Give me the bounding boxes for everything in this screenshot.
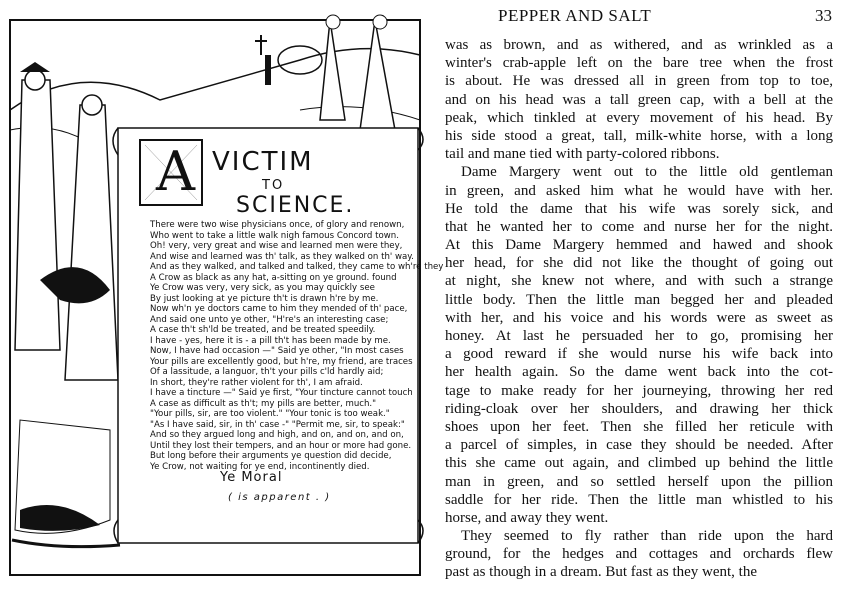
verse-line: A case th't sh'ld be treated, and be treated speedily. <box>150 325 376 335</box>
text-line: ground, for the hedges and cottages and orchards flew <box>445 546 833 563</box>
text-line: He told the dame that his wife was sorely sick, and <box>445 200 833 217</box>
verse-line: There were two wise physicians once, of glory and renown, <box>150 220 405 230</box>
text-line: that he wanted her to come and nurse her for the night. <box>445 218 833 235</box>
text-line: riding-cloak over her shoulders, and drawing her thick <box>445 400 833 417</box>
verse-line: In short, they're rather violent for th', I am afraid. <box>150 377 363 388</box>
text-line: past as though in a dream. But fast as they went, the <box>445 564 758 581</box>
verse-line: Your pills are excellently good, but h're, my friend, are traces <box>150 356 413 367</box>
text-line: At this Dame Margery hemmed and hawed and shook <box>445 237 833 254</box>
title-line-2: TO <box>262 178 285 193</box>
verse-line: "As I have said, sir, in th' case -" "Permit me, sir, to speak:" <box>150 419 405 430</box>
verse-line: Who went to take a little walk nigh famous Concord town. <box>150 230 399 241</box>
text-line: and on his head was a tall green cap, with a bell at the <box>445 91 833 108</box>
text-line: horse, and away they went. <box>445 509 609 526</box>
text-line: with her, and his voice and his words were as sweet as <box>445 309 833 326</box>
verse-line: A case as difficult as th't; my pills are better, much." <box>150 398 377 409</box>
text-line: at night, she knew not where, and with such a strange <box>445 273 833 290</box>
verse <box>150 220 444 472</box>
title-line-1: VICTIM <box>212 147 314 177</box>
text-line: peak, which tinkled at every movement of his head. By <box>445 109 833 126</box>
verse-line: Until they lost their tempers, and an hour or more had gone. <box>150 440 412 451</box>
moral-heading: Ye Moral <box>220 470 283 485</box>
text-line: Dame Margery went out to the little old gentleman <box>461 164 833 181</box>
running-head: PEPPER AND SALT <box>498 6 652 25</box>
text-line: saddle for her ride. Then the little man whistled to his <box>445 491 833 508</box>
verse-line: I have a tincture —" Said ye first, "Your tincture cannot touch <box>150 388 413 398</box>
verse-line: And wise and learned was th' talk, as they walked on th' way. <box>150 251 414 262</box>
verse-line: Of a lassitude, a languor, th't your pills c'ld hardly aid; <box>150 367 384 377</box>
text-line: little body. Then the little man begged her and pleaded <box>445 291 833 308</box>
verse-line: Ye Crow, not waiting for ye end, incontinently died. <box>150 461 370 472</box>
text-line: in green, and asked him what he would have with her. <box>445 182 833 199</box>
verse-line: Ye Crow was very, very sick, as you may quickly see <box>150 283 375 293</box>
verse-line: And as they walked, and talked and talked, they came to wh're they <box>150 262 444 272</box>
verse-line: And said one unto ye other, "H're's an interesting case; <box>150 314 389 325</box>
verse-line: Now wh'n ye doctors came to him they mended of th' pace, <box>150 304 408 314</box>
text-line: was as brown, and as withered, and as wrinkled as a <box>445 37 833 53</box>
text-line: her head, for she did not like the thought of going out <box>445 255 833 272</box>
verse-line: By just looking at ye picture th't is drawn h're by me. <box>150 293 379 304</box>
moral-text: ( is apparent . ) <box>228 492 331 503</box>
verse-line: Oh! very, very great and wise and learned men were they, <box>150 241 403 251</box>
text-line: a good reward if she would nurse his wife back into <box>445 346 833 363</box>
text-line: this she came out again, and climbed up behind the little <box>445 455 833 472</box>
verse-line: Now, I have had occasion —" Said ye other, "In most cases <box>150 346 404 356</box>
text-line: her health again. So the dame went back into the cot- <box>445 364 833 381</box>
text-line: tail and mane tied with party-colored ribbons. <box>445 146 720 163</box>
verse-line: And so they argued long and high, and on, and on, and on, <box>150 430 404 440</box>
text-line: tage to make ready for her journeying, throwing her red <box>445 382 833 399</box>
page-number: 33 <box>815 6 832 25</box>
text-line: winter's crab-apple left on the bare tree when the frost <box>445 55 833 72</box>
text-line: a parcel of simples, in case they should be needed. After <box>445 437 833 454</box>
text-line: is about. He was dressed all in green from top to toe, <box>445 73 833 90</box>
verse-line: I have - yes, here it is - a pill th't has been made by me. <box>150 335 391 346</box>
text-line: man in green, and so settled herself upon the pillion <box>445 473 833 490</box>
text-line: his side stood a great, tall, milk-white horse, with a long <box>445 127 833 144</box>
text-line: honey. At last he persuaded her to go, promising her <box>445 328 833 344</box>
verse-line: A Crow as black as any hat, a-sitting on ye ground. found <box>150 272 397 283</box>
body-text <box>445 36 833 582</box>
verse-line: But long before their arguments ye question did decide, <box>150 451 392 461</box>
text-line: They seemed to fly rather than ride upon the hard <box>461 528 833 545</box>
title-line-3: SCIENCE. <box>236 193 355 218</box>
text-line: shoes upon her feet. Then she filled her reticule with <box>445 418 833 435</box>
title-initial: A <box>156 140 197 203</box>
verse-line: "Your pills, sir, are too violent." "Your tonic is too weak." <box>150 409 390 419</box>
